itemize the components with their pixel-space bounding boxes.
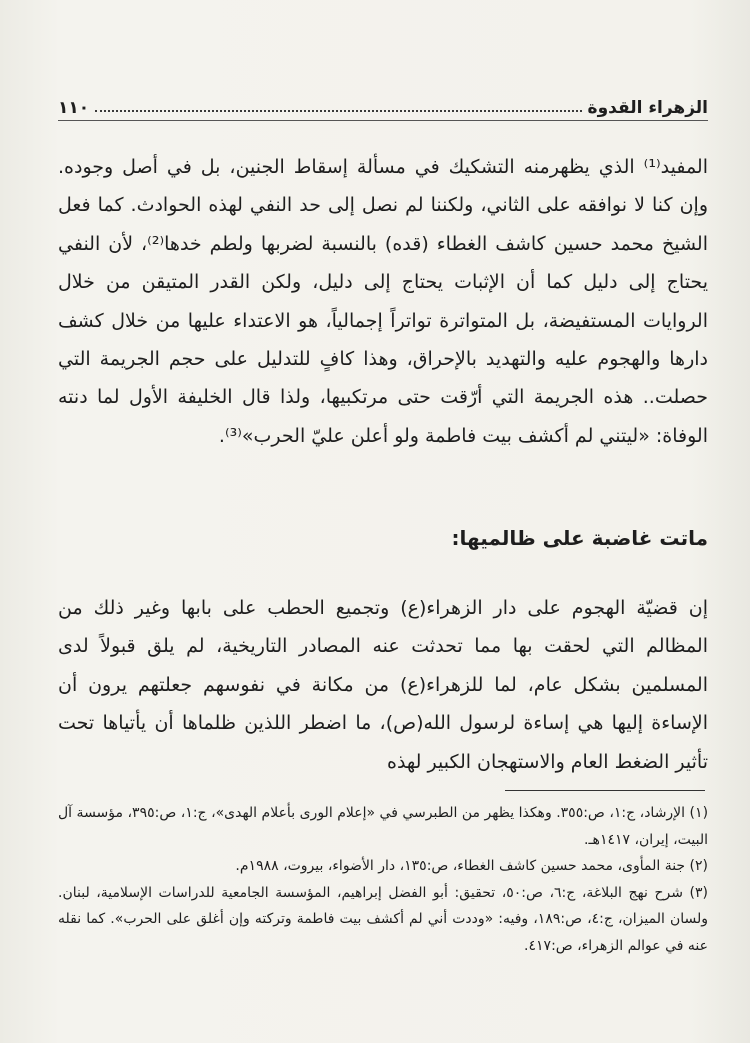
header-leader-dots [95,109,581,112]
header-title: الزهراء القدوة [587,98,708,118]
header-rule [58,120,708,121]
footnotes [58,800,708,959]
footnote-2: (٢) جنة المأوى، محمد حسين كاشف الغطاء، ص:١٣٥، دار الأضواء، بيروت، ١٩٨٨م. [235,858,708,874]
paragraph-1: المفيد⁽¹⁾ الذي يظهرمنه التشكيك في مسألة إسقاط الجنين، بل في أصل وجوده. وإن كنا لا نوافقه على الثاني، ولكننا لم نصل إلى حد النفي لهذه الحوادث. كما فعل الشيخ محمد حسين كاشف الغطاء (قده) بالنسبة لضربها ولطم خدها⁽²⁾، لأن النفي يحتاج إلى دليل كما أن الإثبات يحتاج إلى دليل، ولكن القدر المتيقن من خلال الروايات المستفيضة، بل المتواترة تواتراً إجمالياً، هو الاعتداء عليها من خلال كشف دارها والهجوم عليه والتهديد بالإحراق، وهذا كافٍ للتدليل على حجم الجريمة التي حصلت.. هذه الجريمة التي أرّقت حتى مرتكبيها، ولذا قال الخليفة الأول لما دنته الوفاة: «ليتني لم أكشف بيت فاطمة ولو أعلن عليّ الحرب»⁽³⁾. [58,156,709,447]
footnote-3: (٣) شرح نهج البلاغة، ج:٦، ص:٥٠، تحقيق: أبو الفضل إبراهيم، المؤسسة الجامعية للدراسات الإسلامية، لبنان. ولسان الميزان، ج:٤، ص:١٨٩، وفيه: «وددت أني لم أكشف بيت فاطمة وتركته وإن أغلق على الحرب». كما نقله عنه في عوالم الزهراء، ص:٤١٧. [58,884,709,954]
running-header [58,88,708,118]
body-text-block-2 [58,570,708,800]
footnote-1: (١) الإرشاد، ج:١، ص:٣٥٥. وهكذا يظهر من الطبرسي في «إعلام الورى بأعلام الهدى»، ج:١، ص:٣٩٥، مؤسسة آل البيت، إيران، ١٤١٧هـ. [58,805,709,848]
page-number: ١١٠ [58,98,90,118]
body-text-block-1 [58,148,708,455]
section-heading: ماتت غاضبة على ظالميها: [451,526,708,550]
paragraph-2: إن قضيّة الهجوم على دار الزهراء(ع) وتجميع الحطب على بابها وغير ذلك من المظالم التي لحقت بها مما تحدثت عنه المصادر التاريخية، لم يلق قبولاً لدى المسلمين بشكل عام، لما للزهراء(ع) من مكانة في نفوسهم جعلتهم يرون أن الإساءة إليها هي إساءة لرسول الله(ص)، ما اضطر اللذين ظلماها أن يأتياها تحت تأثير الضغط العام والاستهجان الكبير لهذه [58,597,708,773]
footnote-separator [505,790,705,791]
